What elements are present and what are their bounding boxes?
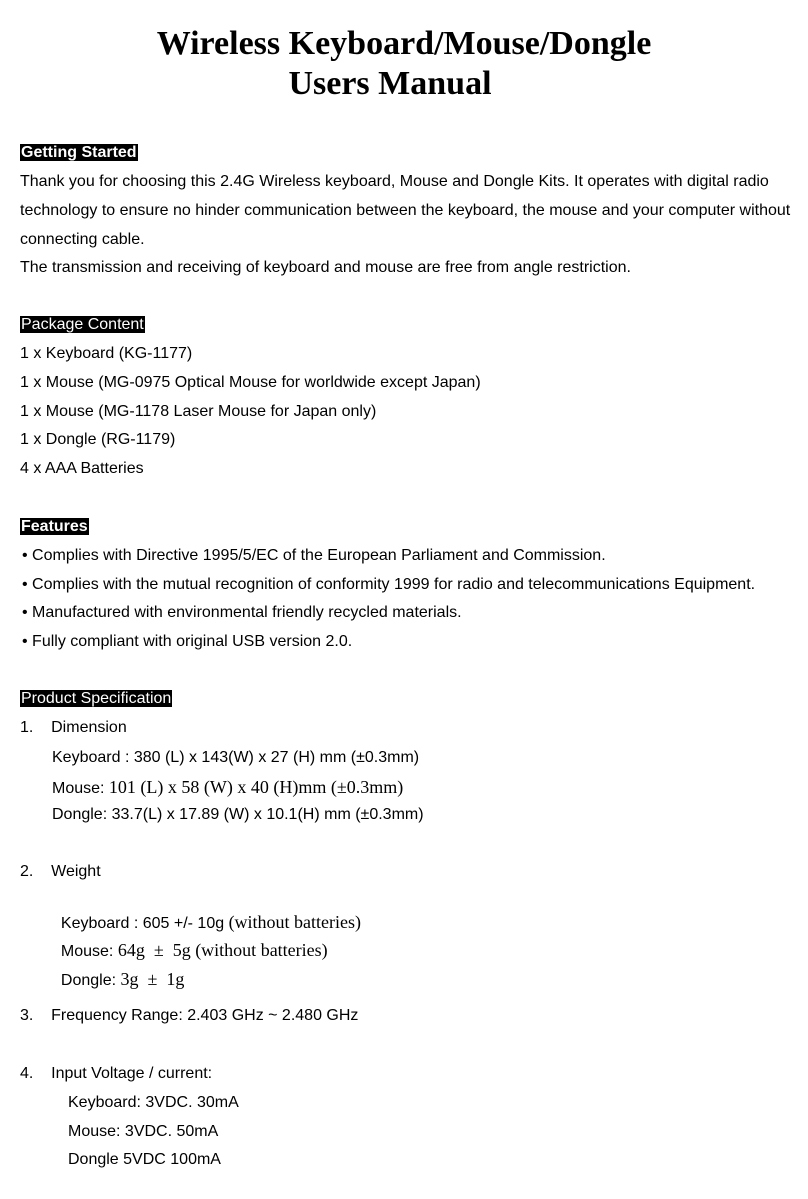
spec-input-mouse: Mouse: 3VDC. 50mA (68, 1123, 219, 1140)
spec-input-keyboard: Keyboard: 3VDC. 30mA (68, 1094, 239, 1111)
getting-started-heading: Getting Started (21, 144, 137, 161)
features-heading: Features (21, 518, 88, 535)
spec-dimension-mouse: Mouse: 101 (L) x 58 (W) x 40 (H)mm (±0.3mm) (52, 777, 404, 797)
title-line-1: Wireless Keyboard/Mouse/Dongle (156, 25, 652, 62)
feature-item: • Manufactured with environmental friendly recycled materials. (22, 604, 462, 621)
package-item: 1 x Mouse (MG-1178 Laser Mouse for Japan only) (20, 403, 377, 420)
spec-frequency: 3. Frequency Range: 2.403 GHz ~ 2.480 GHz (20, 1007, 359, 1024)
product-spec-heading: Product Specification (21, 690, 172, 707)
package-item: 1 x Keyboard (KG-1177) (20, 345, 193, 362)
manual-title (0, 24, 808, 104)
feature-item: • Complies with Directive 1995/5/EC of the European Parliament and Commission. (22, 547, 606, 564)
spec-input-dongle: Dongle 5VDC 100mA (68, 1151, 221, 1168)
spec-weight-dongle: Dongle: 3g ± 1g (60, 969, 185, 989)
package-item: 1 x Mouse (MG-0975 Optical Mouse for worldwide except Japan) (20, 374, 481, 391)
feature-item: • Fully compliant with original USB version 2.0. (22, 633, 353, 650)
spec-dimension-dongle: Dongle: 33.7(L) x 17.89 (W) x 10.1(H) mm (±0.3mm) (52, 806, 424, 823)
spec-dimension-keyboard: Keyboard : 380 (L) x 143(W) x 27 (H) mm (±0.3mm) (52, 749, 420, 766)
spec-weight-mouse: Mouse: 64g ± 5g (without batteries) (60, 940, 328, 960)
spec-dimension-label: 1. Dimension (20, 719, 127, 736)
getting-started-line: The transmission and receiving of keyboard and mouse are free from angle restriction. (20, 259, 631, 276)
package-content-heading: Package Content (21, 316, 144, 333)
getting-started-line: connecting cable. (20, 231, 145, 248)
getting-started-line: technology to ensure no hinder communication between the keyboard, the mouse and your computer without (20, 202, 791, 219)
getting-started-line: Thank you for choosing this 2.4G Wireless keyboard, Mouse and Dongle Kits. It operates with digital radio (20, 173, 769, 190)
package-item: 1 x Dongle (RG-1179) (20, 431, 176, 448)
spec-weight-keyboard: Keyboard : 605 +/- 10g (without batteries) (60, 912, 362, 932)
title-line-2: Users Manual (288, 65, 492, 102)
spec-input-label: 4. Input Voltage / current: (20, 1065, 213, 1082)
package-item: 4 x AAA Batteries (20, 460, 144, 477)
spec-weight-label: 2. Weight (20, 863, 101, 880)
feature-item: • Complies with the mutual recognition of conformity 1999 for radio and telecommunications Equipment. (22, 576, 756, 593)
